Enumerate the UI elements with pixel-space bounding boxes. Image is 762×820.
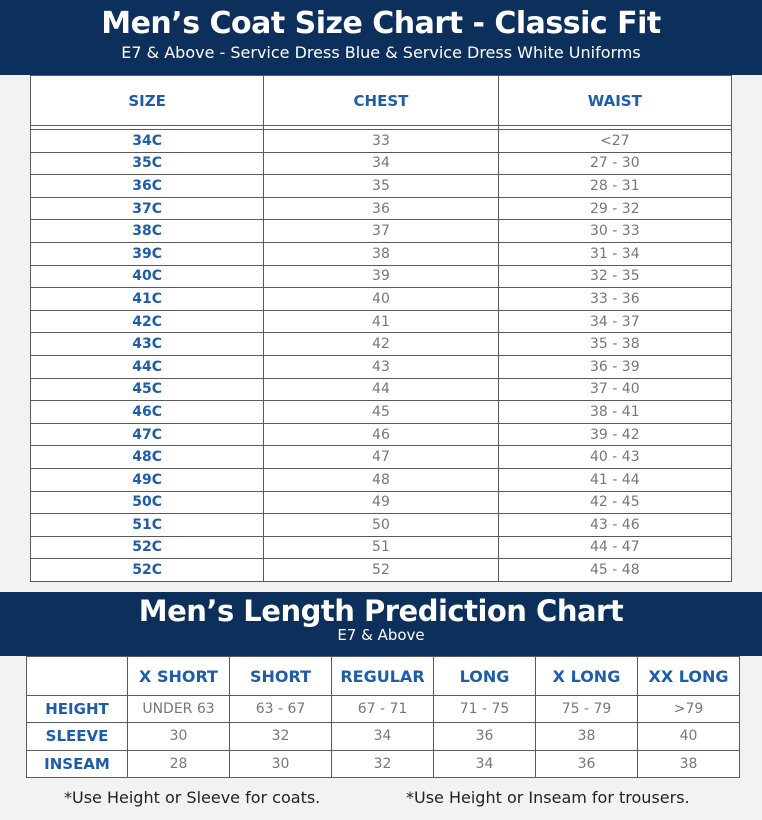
- coat-table-row: [31, 536, 732, 559]
- length-value-cell: 75 - 79: [536, 696, 638, 723]
- coat-chest-cell: 35: [264, 175, 498, 198]
- length-table-row-inseam: [27, 750, 740, 777]
- coat-header-size: SIZE: [31, 76, 264, 126]
- coat-table-body: [31, 126, 732, 582]
- length-value-cell: 63 - 67: [230, 696, 332, 723]
- length-table-row-height: [27, 696, 740, 723]
- coat-size-cell: 35C: [31, 152, 264, 175]
- footnote-coats: *Use Height or Sleeve for coats.: [64, 788, 321, 807]
- coat-size-cell: 42C: [31, 310, 264, 333]
- footnote-trousers: *Use Height or Inseam for trousers.: [406, 788, 690, 807]
- coat-table-row: [31, 333, 732, 356]
- coat-table-row: [31, 265, 732, 288]
- length-value-cell: 28: [128, 750, 230, 777]
- length-value-cell: 71 - 75: [434, 696, 536, 723]
- length-header-short: SHORT: [230, 657, 332, 696]
- coat-chest-cell: 34: [264, 152, 498, 175]
- length-table-body: [27, 696, 740, 778]
- coat-table-row: [31, 130, 732, 153]
- length-value-cell: UNDER 63: [128, 696, 230, 723]
- length-chart-subtitle: E7 & Above: [337, 626, 425, 644]
- coat-waist-cell: 33 - 36: [498, 288, 731, 311]
- length-chart-banner: [0, 592, 762, 656]
- length-table-row-sleeve: [27, 723, 740, 750]
- coat-header-waist: WAIST: [498, 76, 731, 126]
- footnotes: [0, 784, 762, 810]
- length-header-corner: [27, 657, 128, 696]
- coat-chest-cell: 43: [264, 355, 498, 378]
- coat-waist-cell: 42 - 45: [498, 491, 731, 514]
- coat-table-row: [31, 197, 732, 220]
- coat-size-cell: 49C: [31, 468, 264, 491]
- coat-chest-cell: 44: [264, 378, 498, 401]
- coat-chest-cell: 50: [264, 514, 498, 537]
- coat-size-cell: 50C: [31, 491, 264, 514]
- coat-table-row: [31, 152, 732, 175]
- coat-size-cell: 46C: [31, 401, 264, 424]
- coat-size-cell: 41C: [31, 288, 264, 311]
- coat-chest-cell: 42: [264, 333, 498, 356]
- coat-table-row: [31, 355, 732, 378]
- coat-size-cell: 39C: [31, 242, 264, 265]
- coat-waist-cell: 32 - 35: [498, 265, 731, 288]
- coat-size-cell: 47C: [31, 423, 264, 446]
- coat-size-cell: 34C: [31, 130, 264, 153]
- length-header-long: LONG: [434, 657, 536, 696]
- length-prediction-table: [26, 656, 740, 778]
- coat-chest-cell: 36: [264, 197, 498, 220]
- coat-size-table: [30, 75, 732, 582]
- coat-waist-cell: 34 - 37: [498, 310, 731, 333]
- coat-size-cell: 45C: [31, 378, 264, 401]
- length-value-cell: 34: [332, 723, 434, 750]
- coat-table-row: [31, 514, 732, 537]
- coat-waist-cell: 40 - 43: [498, 446, 731, 469]
- length-header-regular: REGULAR: [332, 657, 434, 696]
- length-value-cell: 36: [536, 750, 638, 777]
- coat-chest-cell: 39: [264, 265, 498, 288]
- length-value-cell: 38: [638, 750, 740, 777]
- coat-header-chest: CHEST: [264, 76, 498, 126]
- coat-chest-cell: 52: [264, 559, 498, 582]
- length-row-label: HEIGHT: [27, 696, 128, 723]
- coat-waist-cell: 31 - 34: [498, 242, 731, 265]
- coat-waist-cell: 39 - 42: [498, 423, 731, 446]
- length-value-cell: 32: [332, 750, 434, 777]
- coat-chest-cell: 38: [264, 242, 498, 265]
- coat-size-cell: 52C: [31, 559, 264, 582]
- coat-chest-cell: 51: [264, 536, 498, 559]
- coat-chest-cell: 40: [264, 288, 498, 311]
- coat-chart-title: Men’s Coat Size Chart - Classic Fit: [101, 6, 661, 41]
- coat-waist-cell: 30 - 33: [498, 220, 731, 243]
- coat-table-row: [31, 220, 732, 243]
- coat-waist-cell: 27 - 30: [498, 152, 731, 175]
- length-value-cell: 36: [434, 723, 536, 750]
- coat-table-row: [31, 468, 732, 491]
- coat-waist-cell: 29 - 32: [498, 197, 731, 220]
- length-row-label: SLEEVE: [27, 723, 128, 750]
- coat-size-cell: 51C: [31, 514, 264, 537]
- length-header-x-long: X LONG: [536, 657, 638, 696]
- coat-table-row: [31, 559, 732, 582]
- length-value-cell: 30: [128, 723, 230, 750]
- coat-table-row: [31, 288, 732, 311]
- length-header-x-short: X SHORT: [128, 657, 230, 696]
- length-chart-title: Men’s Length Prediction Chart: [138, 594, 624, 628]
- coat-table-row: [31, 423, 732, 446]
- length-value-cell: 67 - 71: [332, 696, 434, 723]
- coat-chest-cell: 33: [264, 130, 498, 153]
- coat-size-cell: 40C: [31, 265, 264, 288]
- coat-chest-cell: 47: [264, 446, 498, 469]
- coat-table-row: [31, 491, 732, 514]
- length-value-cell: 34: [434, 750, 536, 777]
- coat-waist-cell: 43 - 46: [498, 514, 731, 537]
- coat-waist-cell: 38 - 41: [498, 401, 731, 424]
- length-value-cell: 38: [536, 723, 638, 750]
- coat-size-cell: 43C: [31, 333, 264, 356]
- length-value-cell: 40: [638, 723, 740, 750]
- length-value-cell: 30: [230, 750, 332, 777]
- coat-table-row: [31, 378, 732, 401]
- coat-size-cell: 38C: [31, 220, 264, 243]
- length-value-cell: >79: [638, 696, 740, 723]
- coat-chest-cell: 37: [264, 220, 498, 243]
- coat-size-cell: 37C: [31, 197, 264, 220]
- coat-table-row: [31, 401, 732, 424]
- coat-table-row: [31, 446, 732, 469]
- coat-waist-cell: 35 - 38: [498, 333, 731, 356]
- coat-chart-subtitle: E7 & Above - Service Dress Blue & Service Dress White Uniforms: [121, 43, 641, 62]
- coat-waist-cell: 37 - 40: [498, 378, 731, 401]
- coat-waist-cell: 44 - 47: [498, 536, 731, 559]
- coat-waist-cell: 45 - 48: [498, 559, 731, 582]
- coat-waist-cell: 28 - 31: [498, 175, 731, 198]
- coat-waist-cell: 41 - 44: [498, 468, 731, 491]
- coat-chest-cell: 49: [264, 491, 498, 514]
- coat-size-cell: 52C: [31, 536, 264, 559]
- coat-table-header-row: [31, 76, 732, 126]
- coat-chest-cell: 41: [264, 310, 498, 333]
- coat-size-cell: 48C: [31, 446, 264, 469]
- length-header-xx-long: XX LONG: [638, 657, 740, 696]
- coat-size-cell: 44C: [31, 355, 264, 378]
- coat-chest-cell: 45: [264, 401, 498, 424]
- length-table-header-row: [27, 657, 740, 696]
- length-value-cell: 32: [230, 723, 332, 750]
- coat-waist-cell: <27: [498, 130, 731, 153]
- coat-chest-cell: 46: [264, 423, 498, 446]
- coat-table-row: [31, 175, 732, 198]
- coat-table-row: [31, 310, 732, 333]
- length-row-label: INSEAM: [27, 750, 128, 777]
- coat-chart-banner: [0, 0, 762, 75]
- coat-chest-cell: 48: [264, 468, 498, 491]
- coat-size-cell: 36C: [31, 175, 264, 198]
- coat-waist-cell: 36 - 39: [498, 355, 731, 378]
- coat-table-row: [31, 242, 732, 265]
